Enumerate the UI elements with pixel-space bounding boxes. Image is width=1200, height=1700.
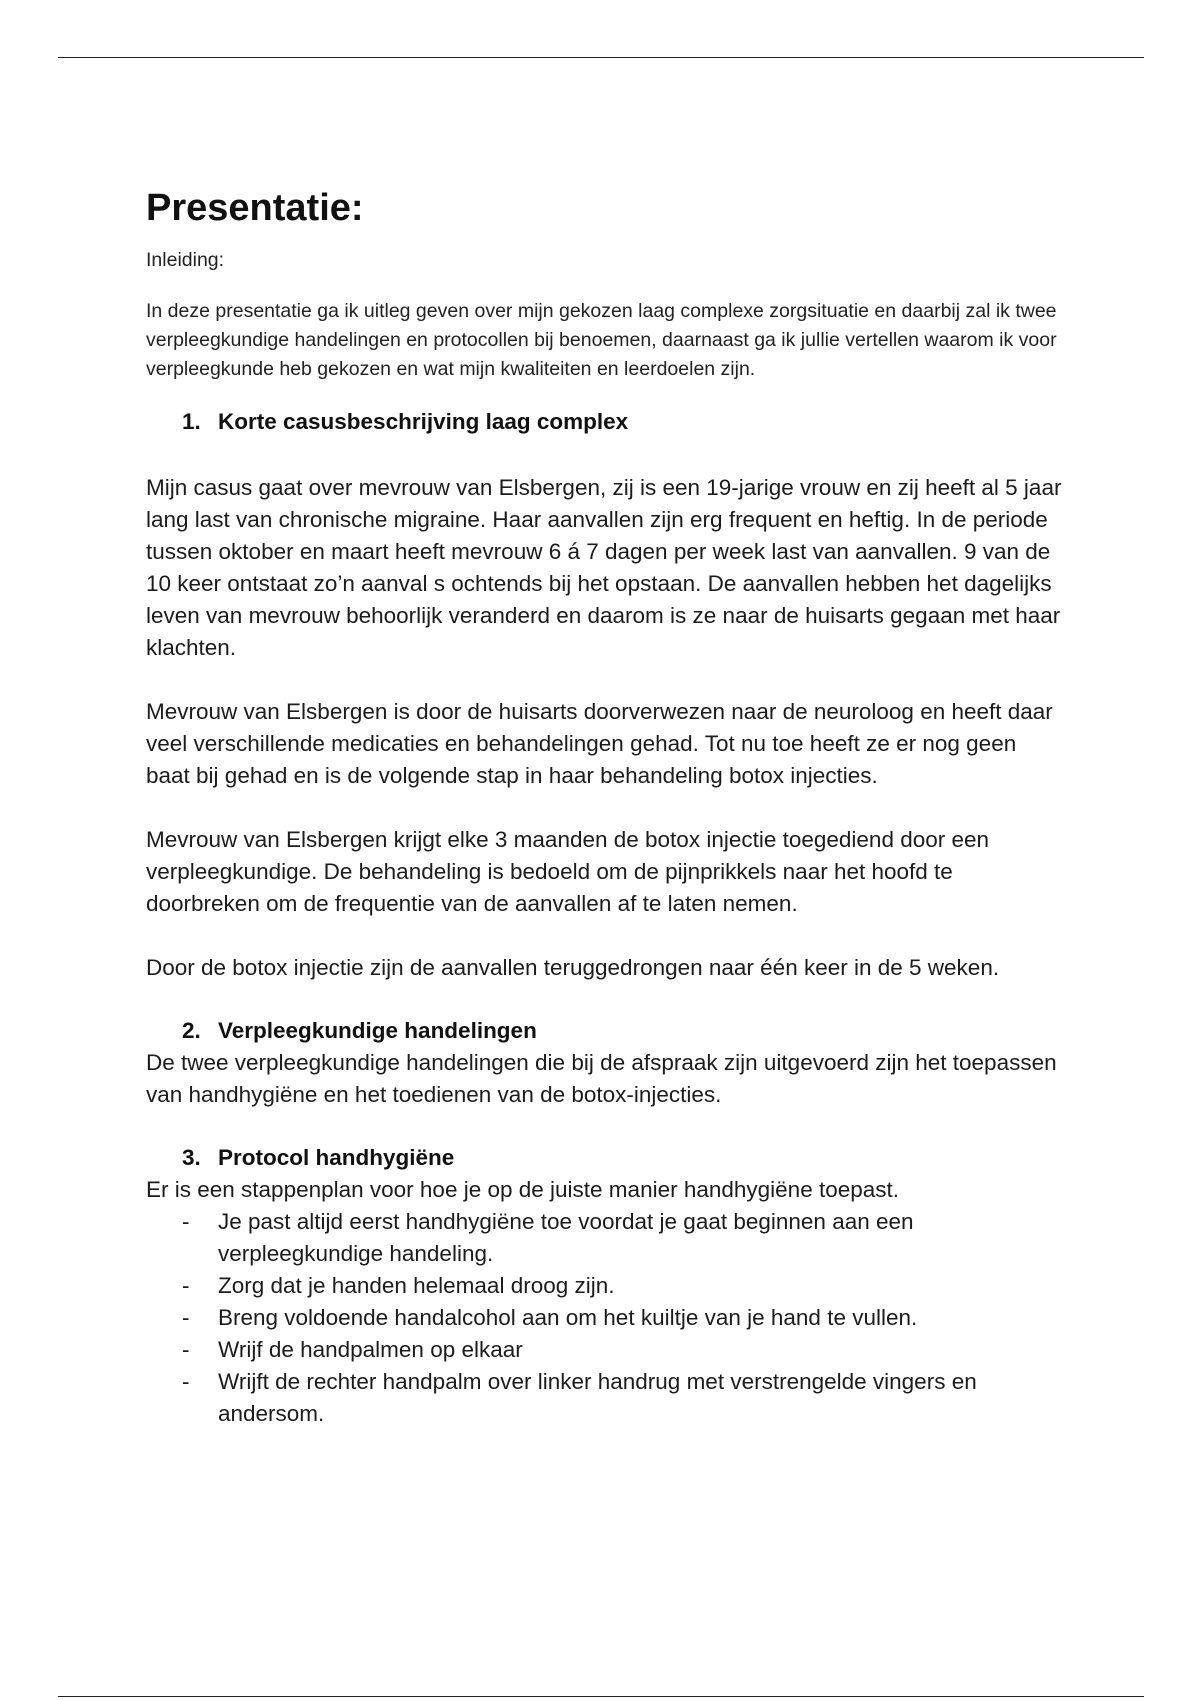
list-item xyxy=(146,1206,1066,1270)
paragraph: De twee verpleegkundige handelingen die bij de afspraak zijn uitgevoerd zijn het toepassen van handhygiëne en het toedienen van de botox-injecties. xyxy=(146,1050,1057,1107)
list-bullet: - xyxy=(182,1369,190,1394)
section-title: Korte casusbeschrijving laag complex xyxy=(218,409,629,434)
list-bullet: - xyxy=(182,1209,190,1234)
list-bullet: - xyxy=(182,1305,190,1330)
section-number: 3. xyxy=(182,1145,201,1170)
top-rule xyxy=(58,57,1144,58)
intro-label: Inleiding: xyxy=(146,249,225,271)
list-item xyxy=(146,1334,1066,1366)
page-title: Presentatie: xyxy=(146,187,364,229)
paragraph: Door de botox injectie zijn de aanvallen teruggedrongen naar één keer in de 5 weken. xyxy=(146,955,1000,980)
paragraph: Mevrouw van Elsbergen is door de huisarts doorverwezen naar de neuroloog en heeft daar veel verschillende medicaties en behandelingen gehad. Tot nu toe heeft ze er nog geen baat bij gehad en is de volgende stap in haar behandeling botox injecties. xyxy=(146,699,1053,788)
bottom-rule xyxy=(58,1696,1144,1697)
list-item xyxy=(146,1270,1066,1302)
list-item xyxy=(146,1366,1066,1430)
paragraph: Mijn casus gaat over mevrouw van Elsbergen, zij is een 19-jarige vrouw en zij heeft al 5 jaar lang last van chronische migraine. Haar aanvallen zijn erg frequent en heftig. In de periode tussen oktober en maart heeft mevrouw 6 á 7 dagen per week last van aanvallen. 9 van de 10 keer ontstaat zo’n aanval s ochtends bij het opstaan. De aanvallen hebben het dagelijks leven van mevrouw behoorlijk veranderd en daarom is ze naar de huisarts gegaan met haar klachten. xyxy=(146,475,1062,660)
list-item xyxy=(146,1302,1066,1334)
list-item-text: Wrijf de handpalmen op elkaar xyxy=(218,1337,523,1362)
list-bullet: - xyxy=(182,1273,190,1298)
paragraph: Er is een stappenplan voor hoe je op de juiste manier handhygiëne toepast. xyxy=(146,1177,900,1202)
section-title: Verpleegkundige handelingen xyxy=(218,1018,537,1043)
document-body xyxy=(146,180,1066,1430)
list-item-text: Zorg dat je handen helemaal droog zijn. xyxy=(218,1273,615,1298)
paragraph: Mevrouw van Elsbergen krijgt elke 3 maanden de botox injectie toegediend door een verpleegkundige. De behandeling is bedoeld om de pijnprikkels naar het hoofd te doorbreken om de frequentie van de aanvallen af te laten nemen. xyxy=(146,827,990,916)
list-item-text: Je past altijd eerst handhygiëne toe voordat je gaat beginnen aan een verpleegkundige handeling. xyxy=(218,1209,914,1266)
section-heading-casus xyxy=(146,406,1066,438)
section-heading-handelingen xyxy=(146,1015,1066,1047)
list-bullet: - xyxy=(182,1337,190,1362)
step-list xyxy=(146,1206,1066,1430)
section-title: Protocol handhygiëne xyxy=(218,1145,455,1170)
list-item-text: Breng voldoende handalcohol aan om het kuiltje van je hand te vullen. xyxy=(218,1305,918,1330)
intro-paragraph: In deze presentatie ga ik uitleg geven over mijn gekozen laag complexe zorgsituatie en daarbij zal ik twee verpleegkundige handelingen en protocollen bij benoemen, daarnaast ga ik jullie vertellen waarom ik voor verpleegkunde heb gekozen en wat mijn kwaliteiten en leerdoelen zijn. xyxy=(146,300,1057,380)
list-item-text: Wrijft de rechter handpalm over linker handrug met verstrengelde vingers en andersom. xyxy=(218,1369,977,1426)
section-number: 2. xyxy=(182,1018,201,1043)
section-number: 1. xyxy=(182,409,201,434)
section-heading-handhygiene xyxy=(146,1142,1066,1174)
